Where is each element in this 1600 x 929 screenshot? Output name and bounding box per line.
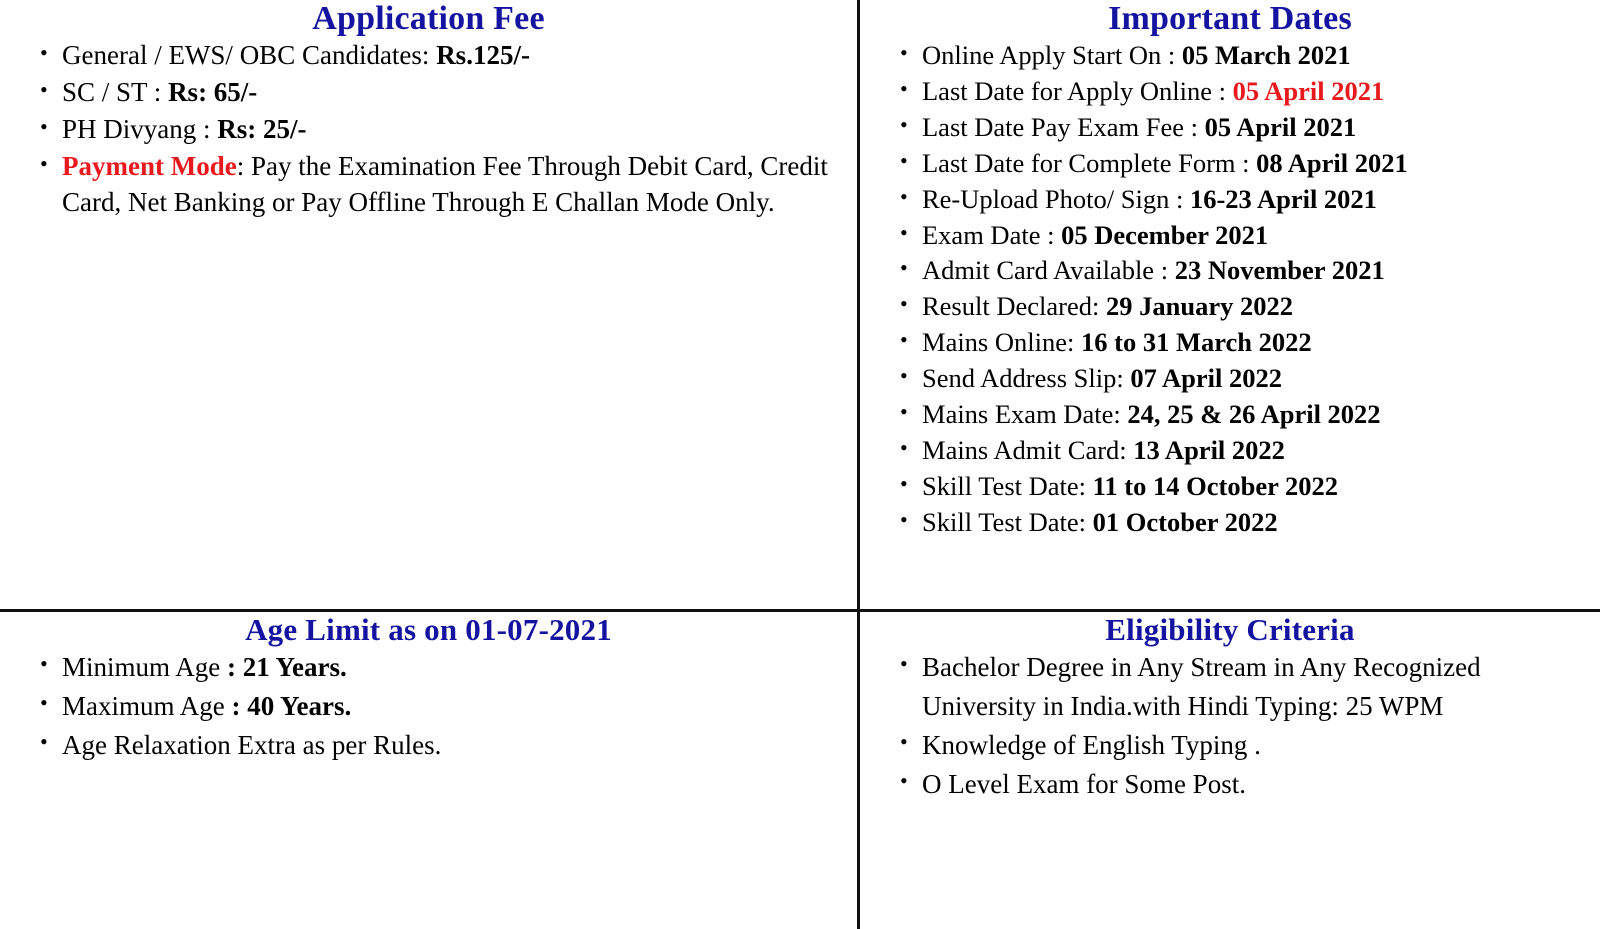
date-value: 13 April 2022 (1133, 434, 1285, 465)
date-value: 16 to 31 March 2022 (1081, 327, 1312, 358)
eligibility-list (874, 648, 1586, 805)
date-label: Result Declared: (922, 291, 1106, 322)
age-limit-cell (0, 612, 860, 929)
eligibility-heading: Eligibility Criteria (1105, 612, 1355, 647)
date-value: 11 to 14 October 2022 (1092, 470, 1338, 501)
list-item (62, 648, 843, 687)
list-item (922, 765, 1586, 804)
age-value: : 21 Years. (227, 652, 347, 682)
date-value: 29 January 2022 (1105, 291, 1293, 322)
fee-value: Rs: 25/- (217, 113, 307, 144)
age-label: Maximum Age (62, 691, 232, 722)
eligibility-text: O Level Exam for Some Post. (922, 769, 1246, 800)
list-item (62, 112, 843, 148)
payment-mode-label: Payment Mode (62, 150, 237, 181)
fee-label: General / EWS/ OBC Candidates: (62, 40, 437, 70)
date-value: 05 March 2021 (1181, 40, 1351, 70)
date-value: 05 April 2021 (1232, 75, 1385, 106)
list-item (922, 253, 1586, 289)
important-dates-cell (860, 0, 1600, 612)
list-item (922, 361, 1586, 397)
date-value: 23 November 2021 (1174, 255, 1385, 286)
list-item (62, 149, 843, 221)
date-label: Admit Card Available : (922, 255, 1175, 286)
list-item (62, 38, 843, 74)
list-item (922, 289, 1586, 325)
eligibility-text: Bachelor Degree in Any Stream in Any Recognized University in India.with Hindi Typing: 25 WPM (922, 652, 1481, 722)
list-item (922, 146, 1586, 182)
date-label: Mains Admit Card: (922, 434, 1134, 465)
list-item (922, 397, 1586, 433)
date-label: Last Date for Apply Online : (922, 75, 1233, 106)
date-label: Online Apply Start On : (922, 40, 1182, 70)
date-label: Mains Exam Date: (922, 399, 1128, 430)
age-limit-heading: Age Limit as on 01-07-2021 (245, 612, 612, 647)
application-fee-list (14, 38, 843, 221)
age-label: Age Relaxation Extra as per Rules. (62, 730, 442, 761)
age-label: Minimum Age (62, 652, 228, 682)
date-value: 07 April 2022 (1130, 363, 1282, 394)
date-label: Skill Test Date: (922, 470, 1093, 501)
fee-label: SC / ST : (62, 76, 169, 107)
fee-value: Rs: 65/- (168, 76, 258, 107)
application-fee-heading: Application Fee (312, 0, 545, 37)
eligibility-text: Knowledge of English Typing . (922, 730, 1261, 761)
list-item (922, 74, 1586, 110)
list-item (62, 687, 843, 726)
list-item (922, 325, 1586, 361)
fee-label: PH Divyang : (62, 113, 218, 144)
date-label: Skill Test Date: (922, 506, 1093, 537)
date-value: 08 April 2021 (1256, 147, 1408, 178)
application-fee-cell (0, 0, 860, 612)
list-item (62, 75, 843, 111)
eligibility-cell (860, 612, 1600, 929)
date-value: 05 December 2021 (1061, 219, 1269, 250)
list-item (922, 218, 1586, 254)
date-label: Re-Upload Photo/ Sign : (922, 183, 1190, 214)
payment-mode-value: : Pay the Examination Fee Through Debit Card, Credit Card, Net Banking or Pay Offline Through E Challan Mode Only. (62, 150, 828, 217)
date-value: 24, 25 & 26 April 2022 (1127, 399, 1381, 430)
date-label: Last Date Pay Exam Fee : (922, 111, 1205, 142)
date-value: 01 October 2022 (1092, 506, 1278, 537)
list-item (922, 726, 1586, 765)
list-item (62, 726, 843, 765)
date-label: Send Address Slip: (922, 363, 1131, 394)
list-item (922, 38, 1586, 74)
list-item (922, 648, 1586, 726)
list-item (922, 182, 1586, 218)
date-label: Last Date for Complete Form : (922, 147, 1257, 178)
date-label: Exam Date : (922, 219, 1062, 250)
fee-value: Rs.125/- (436, 40, 530, 70)
date-label: Mains Online: (922, 327, 1081, 358)
list-item (922, 469, 1586, 505)
age-limit-list (14, 648, 843, 765)
age-value: : 40 Years. (231, 691, 352, 722)
date-value: 05 April 2021 (1204, 111, 1357, 142)
important-dates-list (874, 38, 1586, 541)
list-item (922, 433, 1586, 469)
date-value: 16-23 April 2021 (1189, 183, 1377, 214)
list-item (922, 505, 1586, 541)
list-item (922, 110, 1586, 146)
important-dates-heading: Important Dates (1108, 0, 1352, 37)
